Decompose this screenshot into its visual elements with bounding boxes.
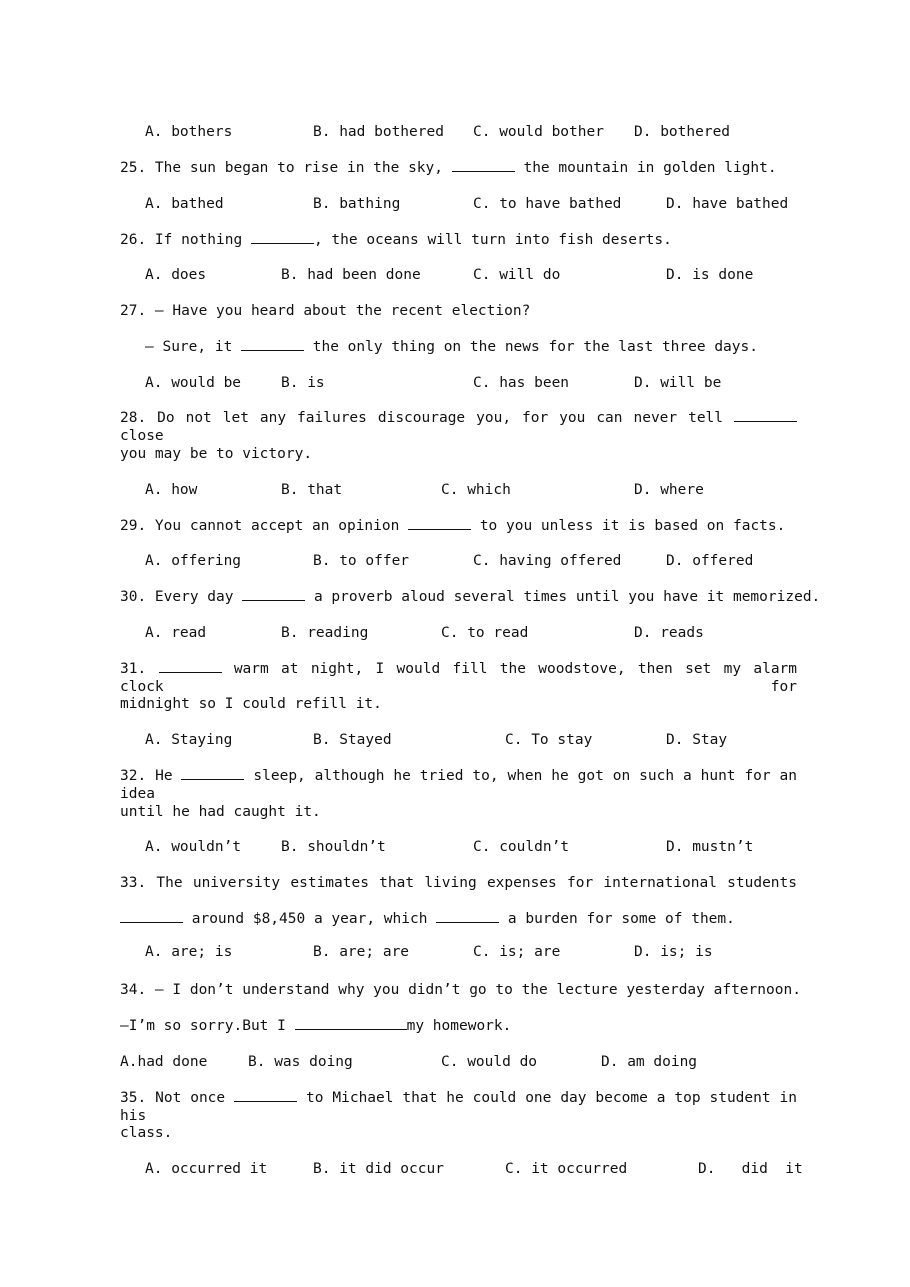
answer-blank <box>452 159 515 172</box>
q30-option-d: D. reads <box>634 625 704 641</box>
answer-blank <box>234 1089 297 1102</box>
q29-option-c: C. having offered <box>473 553 622 569</box>
q34-stem: 34. — I don’t understand why you didn’t go to the lecture yesterday afternoon. <box>120 982 801 998</box>
q35-option-a: A. occurred it <box>145 1161 268 1177</box>
q34-reply: —I’m so sorry.But I my homework. <box>120 1018 512 1034</box>
q26-option-c: C. will do <box>473 267 561 283</box>
q25-option-b: B. bathing <box>313 196 401 212</box>
q30-option-a: A. read <box>145 625 207 641</box>
q29-stem: 29. You cannot accept an opinion to you unless it is based on facts. <box>120 518 786 534</box>
answer-blank <box>436 910 499 923</box>
q28-option-b: B. that <box>281 482 343 498</box>
q25-option-d: D. have bathed <box>666 196 789 212</box>
q28-option-a: A. how <box>145 482 198 498</box>
q29-option-a: A. offering <box>145 553 242 569</box>
q34-option-b: B. was doing <box>248 1054 353 1070</box>
q31-option-c: C. To stay <box>505 732 593 748</box>
q29-option-d: D. offered <box>666 553 754 569</box>
q24-option-a: A. bothers <box>145 124 233 140</box>
q32-option-a: A. wouldn’t <box>145 839 242 855</box>
q25-option-c: C. to have bathed <box>473 196 622 212</box>
q33-option-d: D. is; is <box>634 944 713 960</box>
q30-stem: 30. Every day a proverb aloud several times until you have it memorized. <box>120 589 821 605</box>
q31-option-b: B. Stayed <box>313 732 392 748</box>
q32-option-c: C. couldn’t <box>473 839 570 855</box>
q32-stem: 32. He sleep, although he tried to, when he got on such a hunt for an idea <box>120 768 798 802</box>
q31-stem-cont: midnight so I could refill it. <box>120 696 382 712</box>
q27-option-a: A. would be <box>145 375 242 391</box>
q30-option-c: C. to read <box>441 625 529 641</box>
q24-option-b: B. had bothered <box>313 124 444 140</box>
q32-option-b: B. shouldn’t <box>281 839 386 855</box>
q35-option-d: D. did it <box>698 1161 803 1177</box>
q33-option-a: A. are; is <box>145 944 233 960</box>
q27-reply: — Sure, it the only thing on the news for the last three days. <box>145 339 758 355</box>
q31-option-a: A. Staying <box>145 732 233 748</box>
q26-option-b: B. had been done <box>281 267 421 283</box>
q29-option-b: B. to offer <box>313 553 410 569</box>
q26-option-a: A. does <box>145 267 207 283</box>
q25-stem: 25. The sun began to rise in the sky, the mountain in golden light. <box>120 160 777 176</box>
answer-blank <box>734 409 797 422</box>
q27-option-b: B. is <box>281 375 325 391</box>
answer-blank <box>408 517 471 530</box>
answer-blank <box>251 231 314 244</box>
q34-option-c: C. would do <box>441 1054 538 1070</box>
q33-stem: 33. The university estimates that living expenses for international students <box>120 875 797 891</box>
q33-option-b: B. are; are <box>313 944 410 960</box>
answer-blank <box>241 338 304 351</box>
answer-blank <box>181 767 244 780</box>
q30-option-b: B. reading <box>281 625 369 641</box>
q27-stem: 27. — Have you heard about the recent election? <box>120 303 531 319</box>
q33-stem-cont: around $8,450 a year, which a burden for some of them. <box>120 910 735 928</box>
answer-blank <box>242 588 305 601</box>
q26-stem: 26. If nothing , the oceans will turn into fish deserts. <box>120 232 672 248</box>
q34-option-d: D. am doing <box>601 1054 698 1070</box>
q28-stem: 28. Do not let any failures discourage you, for you can never tell close <box>120 409 797 445</box>
q24-option-d: D. bothered <box>634 124 731 140</box>
answer-blank <box>295 1017 407 1030</box>
q27-option-d: D. will be <box>634 375 722 391</box>
q25-option-a: A. bathed <box>145 196 224 212</box>
q35-stem-cont: class. <box>120 1125 173 1141</box>
q28-stem-cont: you may be to victory. <box>120 446 313 462</box>
q33-option-c: C. is; are <box>473 944 561 960</box>
q31-stem: 31. warm at night, I would fill the woodstove, then set my alarm clock for <box>120 661 798 695</box>
q24-option-c: C. would bother <box>473 124 604 140</box>
q31-option-d: D. Stay <box>666 732 728 748</box>
q35-option-c: C. it occurred <box>505 1161 628 1177</box>
q28-option-d: D. where <box>634 482 704 498</box>
answer-blank <box>159 660 222 673</box>
answer-blank <box>120 910 183 923</box>
q35-stem: 35. Not once to Michael that he could one day become a top student in his <box>120 1090 797 1124</box>
q32-stem-cont: until he had caught it. <box>120 804 321 820</box>
q26-option-d: D. is done <box>666 267 754 283</box>
q27-option-c: C. has been <box>473 375 570 391</box>
q34-option-a: A.had done <box>120 1054 208 1070</box>
q35-option-b: B. it did occur <box>313 1161 444 1177</box>
q32-option-d: D. mustn’t <box>666 839 754 855</box>
q28-option-c: C. which <box>441 482 511 498</box>
